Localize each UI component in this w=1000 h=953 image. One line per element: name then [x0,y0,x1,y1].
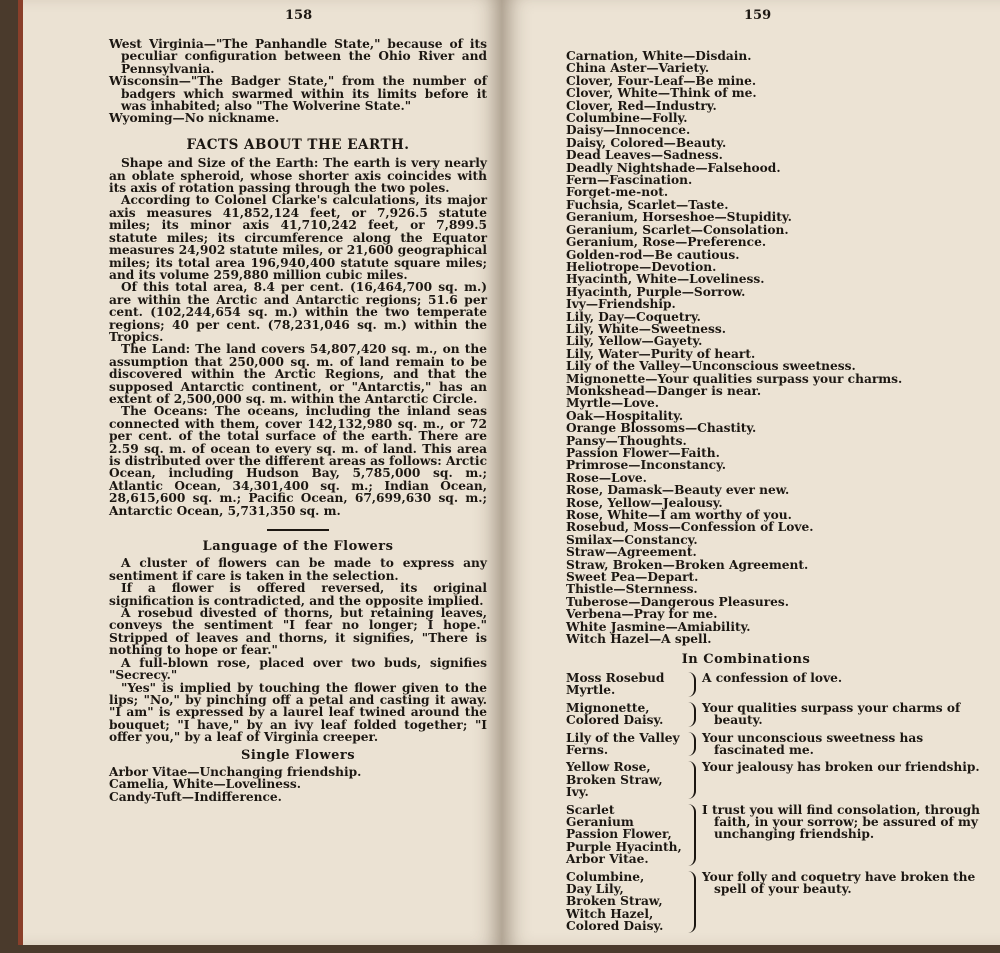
flower-entry: Rosebud, Moss—Confession of Love. [566,520,814,535]
combination-entry [566,761,986,798]
flower-entry: China Aster—Variety. [566,61,710,76]
flower-entry: Golden-rod—Be cautious. [566,247,740,262]
combination-flower: Ferns. [566,742,609,757]
flower-entry: Witch Hazel—A spell. [566,632,712,647]
combination-flower: Arbor Vitae. [566,852,649,867]
flower-entry: Ivy—Friendship. [566,297,676,312]
flower-entry: Heliotrope—Devotion. [566,259,717,274]
combination-meaning: Your qualities surpass your charms of beauty. [702,700,961,728]
flower-entry: White Jasmine—Amiability. [566,619,751,634]
flower-entry: Carnation, White—Disdain. [566,49,752,63]
combination-meaning: I trust you will find consolation, through faith, in your sorrow; be assured of my unchanging friendship. [702,802,980,842]
flower-entry: Geranium, Horseshoe—Stupidity. [566,210,792,225]
combination-flowers [566,761,684,798]
combination-flower: Columbine, [566,869,645,884]
paragraph: If a flower is offered reversed, its original signification is contradicted, and the opposite implied. [109,581,487,608]
flower-entry: Lily, Yellow—Gayety. [566,334,703,349]
flower-entry: Passion Flower—Faith. [566,446,720,460]
flower-entry: Candy-Tuft—Indifference. [109,789,282,804]
flower-entry: Fuchsia, Scarlet—Taste. [566,197,729,212]
brace-mark [684,804,696,866]
combinations-list [566,672,986,933]
combination-meaning: Your unconscious sweetness has fascinated me. [702,730,924,757]
combination-flower: Broken Straw, [566,772,663,787]
flower-entry: Oak—Hospitality. [566,408,684,423]
paragraph: "Yes" is implied by touching the flower given to the lips; "No," by pinching off a petal and casting it away. "I am" is expressed by a laurel leaf twined around the bouquet; "I have," by an ivy leaf folded together; "I offer you," by a leaf of Virginia creeper. [109,680,487,745]
brace-mark [684,702,696,727]
flower-entry: Lily, Day—Coquetry. [566,309,701,324]
section-heading: Language of the Flowers [202,539,394,555]
flower-entry: Tuberose—Dangerous Pleasures. [566,594,790,609]
flower-entry: Straw, Broken—Broken Agreement. [566,557,809,572]
flower-entry: Deadly Nightshade—Falsehood. [566,160,781,175]
page-number: 159 [744,8,772,23]
flower-entry: Lily, Water—Purity of heart. [566,346,756,361]
flower-entry: Daisy—Innocence. [566,123,691,138]
paragraph: The Land: The land covers 54,807,420 sq. m., on the assumption that 250,000 sq. m. of land remain to be discovered within the Arctic Regions, and that the supposed Antarctic continent, or "Antarctis," has an extent of 2,500,000 sq. m. within the Antarctic Circle. [109,342,488,406]
right-page-text [566,50,986,938]
combination-flower: Lily of the Valley [566,730,680,745]
combination-flower: Colored Daisy. [566,713,664,728]
flower-entry: Clover, Red—Industry. [566,98,717,113]
combination-entry [566,871,986,933]
flower-entry: Lily of the Valley—Unconscious sweetness. [566,359,856,374]
flower-entry: Hyacinth, Purple—Sorrow. [566,284,746,299]
paragraph: Shape and Size of the Earth: The earth is very nearly an oblate spheroid, whose shorter axis coincides with its axis of rotation passing through the two poles. [109,156,487,196]
flower-entry: Fern—Fascination. [566,173,693,188]
flower-entry: Rose, Yellow—Jealousy. [566,495,723,510]
flower-entry: Orange Blossoms—Chastity. [566,421,757,436]
flower-entry: Pansy—Thoughts. [566,433,687,448]
flower-list [566,50,986,646]
paragraph: A full-blown rose, placed over two buds, signifies "Secrecy." [109,655,487,683]
flower-entry: Clover, White—Think of me. [566,86,757,101]
state-entry: Wyoming—No nickname. [109,111,280,126]
brace-mark [684,761,696,798]
combination-flowers [566,871,684,933]
combination-flowers [566,672,684,697]
section-heading: In Combinations [681,651,811,667]
brace-mark [684,871,696,933]
paragraph: The Oceans: The oceans, including the inland seas connected with them, cover 142,132,980 sq. m., or 72 per cent. of the total surface of the earth. There are 2.59 sq. m. of ocean to every sq. m. of land. This area is distributed over the different areas as follows: Arctic Ocean, including Hudson Bay, 5,785,000 sq. m.; Atlantic Ocean, 34,301,400 sq. m.; Indian Ocean, 28,615,600 sq. m.; Pacific Ocean, 67,699,630 sq. m.; Antarctic Ocean, 5,731,350 sq. m. [109,404,487,518]
flower-entry: Smilax—Constancy. [566,532,698,547]
brace-mark [684,672,696,697]
combination-meaning: Your folly and coquetry have broken the spell of your beauty. [702,869,976,896]
page-number: 158 [285,8,313,23]
combination-meaning: A confession of love. [702,670,843,685]
flower-entry: Dead Leaves—Sadness. [566,148,723,163]
combination-entry [566,732,986,757]
combination-flower: Witch Hazel, [566,906,654,921]
combination-flower: Passion Flower, [566,827,672,842]
section-heading: FACTS ABOUT THE EARTH. [186,136,410,153]
flower-entry: Daisy, Colored—Beauty. [566,135,727,150]
flower-entry: Rose—Love. [566,470,647,485]
combination-entry [566,672,986,697]
flower-entry: Straw—Agreement. [566,545,697,560]
flower-entry: Lily, White—Sweetness. [566,321,726,336]
combination-flower: Purple Hyacinth, [566,839,682,854]
flower-entry: Thistle—Sternness. [566,582,698,597]
section-divider [267,529,329,531]
flower-entry: Geranium, Rose—Preference. [566,235,767,250]
combination-flower: Yellow Rose, [566,760,651,775]
brace-mark [684,732,696,757]
paragraph: A cluster of flowers can be made to express any sentiment if care is taken in the selection. [109,556,487,583]
flower-entry: Primrose—Inconstancy. [566,458,727,473]
combination-entry [566,804,986,866]
combination-flower: Day Lily, [566,882,624,896]
flower-entry: Forget-me-not. [566,185,669,200]
paragraph: According to Colonel Clarke's calculations, its major axis measures 41,852,124 feet, or 7,926.5 statute miles; its minor axis 41,710,242 feet, or 7,899.5 statute miles; its circumference along the Equator measures 24,902 statute miles, or 21,600 geographical miles; its total area 196,940,400 statute square miles; and its volume 259,880 million cubic miles. [109,193,487,282]
combination-flower: Myrtle. [566,683,616,698]
flower-entry: Columbine—Folly. [566,111,688,126]
flower-entry: Arbor Vitae—Unchanging friendship. [109,764,362,779]
flower-entry: Hyacinth, White—Loveliness. [566,272,765,287]
flower-entry: Rose, White—I am worthy of you. [566,508,792,523]
right-page [502,0,1000,945]
combination-flowers [566,732,684,757]
paragraph: Of this total area, 8.4 per cent. (16,464,700 sq. m.) are within the Arctic and Antarctic regions; 51.6 per cent. (102,244,654 sq. m.) within the two temperate regions; 40 per cent. (78,231,046 sq. m.) within the Tropics. [109,280,487,344]
combination-flowers [566,804,684,866]
flower-entry: Rose, Damask—Beauty ever new. [566,483,790,498]
combination-flower: Broken Straw, [566,894,663,909]
flower-entry: Camelia, White—Loveliness. [109,777,302,792]
combination-entry [566,702,986,727]
combination-flowers [566,702,684,727]
flower-entry: Sweet Pea—Depart. [566,570,699,585]
state-entry: Wisconsin—"The Badger State," from the number of badgers which swarmed within its limits before it was inhabited; also "The Wolverine State." [109,74,487,114]
combination-flower: Mignonette, [566,700,650,715]
flower-entry: Monkshead—Danger is near. [566,383,762,398]
flower-entry: Verbena—Pray for me. [566,607,718,622]
flower-entry: Mignonette—Your qualities surpass your charms. [566,371,903,386]
flower-entry: Geranium, Scarlet—Consolation. [566,222,789,237]
combination-flower: Scarlet Geranium [566,802,634,829]
combination-flower: Ivy. [566,785,589,800]
combination-meaning: Your jealousy has broken our friendship. [702,760,980,775]
state-entry: West Virginia—"The Panhandle State," because of its peculiar configuration between the Ohio River and Pennsylvania. [109,37,487,76]
combination-flower: Moss Rosebud [566,670,665,685]
combination-flower: Colored Daisy. [566,919,664,934]
section-heading: Single Flowers [240,747,356,763]
flower-entry: Clover, Four-Leaf—Be mine. [566,73,757,88]
paragraph: A rosebud divested of thorns, but retaining leaves, conveys the sentiment "I fear no longer; I hope." Stripped of leaves and thorns, it signifies, "There is nothing to hope or fear." [109,606,487,658]
left-page [18,0,502,945]
left-page-text [109,38,487,803]
flower-entry: Myrtle—Love. [566,396,659,411]
